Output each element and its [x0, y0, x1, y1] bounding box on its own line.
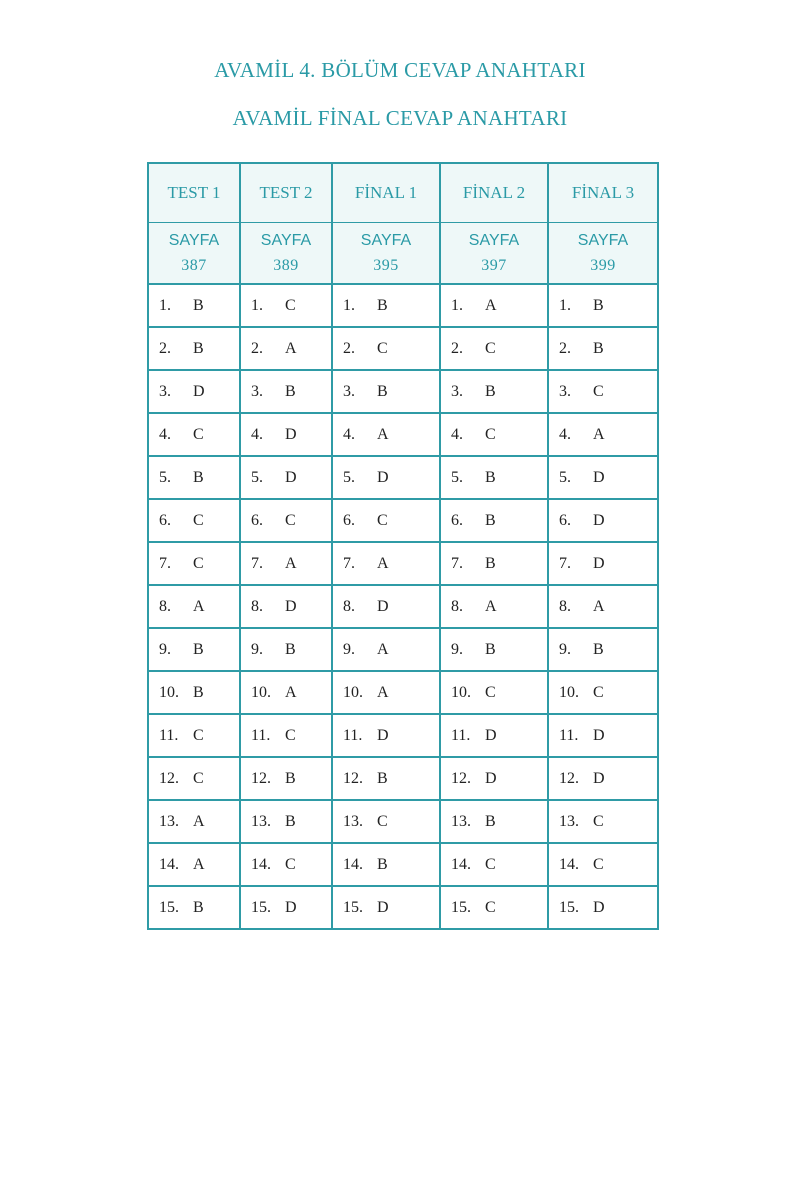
answer-letter: D	[593, 468, 605, 486]
answer-cell	[332, 628, 440, 671]
answer-letter: A	[377, 683, 389, 701]
question-number: 7.	[343, 554, 355, 572]
answer-letter: D	[377, 468, 389, 486]
question-number: 6.	[559, 511, 571, 529]
answer-cell	[148, 413, 240, 456]
answer-cell	[440, 671, 548, 714]
answer-cell	[548, 413, 658, 456]
table-row	[148, 800, 658, 843]
question-number: 5.	[251, 468, 263, 486]
answer-letter: B	[593, 339, 604, 357]
answer-letter: B	[485, 382, 496, 400]
page-title: AVAMİL 4. BÖLÜM CEVAP ANAHTARI	[214, 58, 586, 82]
page-number: 397	[481, 257, 507, 274]
answer-cell	[548, 757, 658, 800]
question-number: 14.	[559, 855, 579, 873]
answer-cell	[240, 284, 332, 327]
table-row	[148, 499, 658, 542]
answer-cell	[240, 413, 332, 456]
question-number: 3.	[251, 382, 263, 400]
column-header: TEST 2	[240, 163, 332, 223]
page-label: SAYFA	[360, 232, 412, 249]
answer-letter: A	[285, 683, 297, 701]
question-number: 7.	[559, 554, 571, 572]
answer-cell	[332, 284, 440, 327]
question-number: 11.	[451, 726, 471, 744]
answer-letter: C	[485, 855, 496, 873]
header-row-names	[148, 163, 658, 223]
question-number: 1.	[251, 296, 263, 314]
question-number: 3.	[451, 382, 463, 400]
page-number: 387	[181, 257, 207, 274]
page-number: 389	[273, 257, 299, 274]
answer-letter: D	[377, 898, 389, 916]
answer-cell	[548, 327, 658, 370]
question-number: 6.	[251, 511, 263, 529]
answer-cell	[148, 499, 240, 542]
table-row	[148, 628, 658, 671]
answer-cell	[148, 671, 240, 714]
question-number: 2.	[559, 339, 571, 357]
question-number: 13.	[451, 812, 471, 830]
answer-cell	[332, 542, 440, 585]
answer-cell	[440, 284, 548, 327]
answer-cell	[548, 800, 658, 843]
column-header: FİNAL 2	[440, 163, 548, 223]
question-number: 12.	[251, 769, 271, 787]
answer-cell	[548, 542, 658, 585]
answer-cell	[548, 671, 658, 714]
answer-letter: B	[285, 769, 296, 787]
answer-letter: C	[193, 554, 204, 572]
answer-cell	[548, 284, 658, 327]
answer-letter: B	[193, 898, 204, 916]
question-number: 5.	[343, 468, 355, 486]
answer-letter: D	[593, 769, 605, 787]
answer-letter: D	[593, 898, 605, 916]
page-ref-cell	[440, 223, 548, 285]
answer-letter: B	[193, 640, 204, 658]
answer-letter: D	[593, 726, 605, 744]
page-label: SAYFA	[468, 232, 520, 249]
question-number: 9.	[451, 640, 463, 658]
table-row	[148, 370, 658, 413]
question-number: 14.	[451, 855, 471, 873]
answer-letter: B	[377, 296, 388, 314]
question-number: 13.	[559, 812, 579, 830]
question-number: 15.	[251, 898, 271, 916]
question-number: 11.	[559, 726, 579, 744]
question-number: 8.	[559, 597, 571, 615]
answer-cell	[548, 585, 658, 628]
question-number: 8.	[251, 597, 263, 615]
answer-letter: B	[485, 468, 496, 486]
answer-cell	[240, 542, 332, 585]
answer-letter: A	[193, 855, 205, 873]
answer-cell	[440, 757, 548, 800]
question-number: 10.	[559, 683, 579, 701]
question-number: 1.	[159, 296, 171, 314]
answer-cell	[148, 628, 240, 671]
question-number: 2.	[343, 339, 355, 357]
question-number: 11.	[159, 726, 179, 744]
answer-cell	[240, 843, 332, 886]
answer-letter: A	[485, 597, 497, 615]
page-ref-cell	[548, 223, 658, 285]
question-number: 3.	[559, 382, 571, 400]
answer-letter: D	[485, 769, 497, 787]
answer-letter: D	[285, 468, 297, 486]
answer-cell	[548, 499, 658, 542]
answer-letter: C	[485, 683, 496, 701]
answer-letter: A	[193, 812, 205, 830]
question-number: 15.	[159, 898, 179, 916]
question-number: 4.	[159, 425, 171, 443]
answer-cell	[548, 843, 658, 886]
question-number: 5.	[451, 468, 463, 486]
question-number: 4.	[251, 425, 263, 443]
page-label: SAYFA	[168, 232, 220, 249]
question-number: 9.	[343, 640, 355, 658]
page-label: SAYFA	[260, 232, 312, 249]
answer-cell	[332, 757, 440, 800]
answer-cell	[548, 714, 658, 757]
answer-letter: D	[285, 425, 297, 443]
question-number: 14.	[159, 855, 179, 873]
column-header: TEST 1	[148, 163, 240, 223]
question-number: 6.	[343, 511, 355, 529]
answer-letter: C	[593, 382, 604, 400]
answer-letter: A	[593, 425, 605, 443]
question-number: 2.	[251, 339, 263, 357]
question-number: 7.	[451, 554, 463, 572]
question-number: 2.	[159, 339, 171, 357]
table-row	[148, 843, 658, 886]
answer-cell	[240, 671, 332, 714]
answer-letter: B	[485, 640, 496, 658]
answer-letter: D	[193, 382, 205, 400]
answer-cell	[332, 671, 440, 714]
page-ref-cell	[332, 223, 440, 285]
answer-letter: C	[485, 425, 496, 443]
question-number: 14.	[251, 855, 271, 873]
answer-letter: C	[193, 726, 204, 744]
answer-letter: B	[485, 554, 496, 572]
page-ref-cell	[240, 223, 332, 285]
answer-cell	[148, 757, 240, 800]
question-number: 12.	[559, 769, 579, 787]
answer-letter: A	[485, 296, 497, 314]
question-number: 13.	[251, 812, 271, 830]
answer-cell	[332, 886, 440, 929]
answer-cell	[240, 327, 332, 370]
question-number: 9.	[251, 640, 263, 658]
answer-cell	[240, 886, 332, 929]
answer-cell	[240, 370, 332, 413]
answer-letter: B	[377, 855, 388, 873]
answer-letter: D	[485, 726, 497, 744]
answer-cell	[440, 413, 548, 456]
question-number: 6.	[451, 511, 463, 529]
answer-letter: B	[285, 812, 296, 830]
answer-cell	[440, 714, 548, 757]
answer-rows	[148, 284, 658, 929]
question-number: 7.	[251, 554, 263, 572]
answer-cell	[332, 499, 440, 542]
answer-cell	[548, 370, 658, 413]
question-number: 8.	[159, 597, 171, 615]
answer-cell	[440, 628, 548, 671]
table-row	[148, 886, 658, 929]
answer-cell	[332, 714, 440, 757]
table-row	[148, 413, 658, 456]
answer-letter: B	[377, 769, 388, 787]
answer-letter: B	[593, 296, 604, 314]
answer-letter: B	[377, 382, 388, 400]
answer-cell	[240, 714, 332, 757]
answer-letter: B	[193, 339, 204, 357]
question-number: 10.	[451, 683, 471, 701]
question-number: 8.	[451, 597, 463, 615]
table-row	[148, 542, 658, 585]
answer-cell	[332, 585, 440, 628]
answer-letter: D	[285, 597, 297, 615]
question-number: 15.	[451, 898, 471, 916]
answer-cell	[332, 456, 440, 499]
answer-letter: C	[285, 296, 296, 314]
question-number: 4.	[559, 425, 571, 443]
answer-letter: C	[377, 339, 388, 357]
question-number: 4.	[451, 425, 463, 443]
answer-letter: D	[593, 511, 605, 529]
question-number: 10.	[159, 683, 179, 701]
column-header: FİNAL 1	[332, 163, 440, 223]
answer-cell	[548, 456, 658, 499]
answer-letter: B	[285, 640, 296, 658]
page-ref-cell	[148, 223, 240, 285]
answer-letter: C	[193, 511, 204, 529]
question-number: 6.	[159, 511, 171, 529]
question-number: 8.	[343, 597, 355, 615]
answer-cell	[148, 800, 240, 843]
answer-letter: D	[593, 554, 605, 572]
question-number: 2.	[451, 339, 463, 357]
answer-cell	[240, 800, 332, 843]
question-number: 5.	[559, 468, 571, 486]
answer-letter: C	[193, 425, 204, 443]
answer-letter: B	[485, 812, 496, 830]
table-row	[148, 456, 658, 499]
answer-letter: C	[593, 683, 604, 701]
question-number: 13.	[343, 812, 363, 830]
page-subtitle: AVAMİL FİNAL CEVAP ANAHTARI	[232, 106, 568, 130]
table-row	[148, 284, 658, 327]
question-number: 3.	[159, 382, 171, 400]
answer-cell	[240, 757, 332, 800]
answer-letter: A	[593, 597, 605, 615]
answer-cell	[440, 886, 548, 929]
answer-cell	[148, 585, 240, 628]
column-header: FİNAL 3	[548, 163, 658, 223]
answer-letter: C	[285, 726, 296, 744]
question-number: 10.	[343, 683, 363, 701]
answer-letter: B	[193, 468, 204, 486]
answer-cell	[240, 585, 332, 628]
answer-letter: B	[193, 683, 204, 701]
answer-letter: A	[285, 339, 297, 357]
answer-letter: C	[593, 812, 604, 830]
table-row	[148, 327, 658, 370]
question-number: 15.	[343, 898, 363, 916]
question-number: 5.	[159, 468, 171, 486]
answer-cell	[240, 456, 332, 499]
answer-letter: A	[377, 425, 389, 443]
table-row	[148, 714, 658, 757]
answer-letter: C	[485, 898, 496, 916]
answer-cell	[148, 843, 240, 886]
question-number: 12.	[343, 769, 363, 787]
answer-cell	[440, 843, 548, 886]
answer-letter: A	[193, 597, 205, 615]
question-number: 7.	[159, 554, 171, 572]
answer-letter: C	[377, 511, 388, 529]
answer-cell	[148, 542, 240, 585]
answer-cell	[440, 456, 548, 499]
question-number: 1.	[343, 296, 355, 314]
answer-cell	[440, 542, 548, 585]
question-number: 1.	[559, 296, 571, 314]
answer-cell	[148, 456, 240, 499]
answer-cell	[440, 370, 548, 413]
answer-cell	[148, 370, 240, 413]
answer-letter: C	[285, 855, 296, 873]
answer-cell	[440, 585, 548, 628]
header-row-pages	[148, 223, 658, 285]
answer-cell	[332, 370, 440, 413]
answer-letter: A	[377, 640, 389, 658]
answer-cell	[148, 714, 240, 757]
answer-cell	[332, 800, 440, 843]
question-number: 14.	[343, 855, 363, 873]
question-number: 11.	[343, 726, 363, 744]
answer-letter: C	[593, 855, 604, 873]
answer-cell	[548, 886, 658, 929]
answer-letter: D	[377, 726, 389, 744]
question-number: 15.	[559, 898, 579, 916]
answer-cell	[148, 327, 240, 370]
question-number: 9.	[159, 640, 171, 658]
answer-letter: A	[285, 554, 297, 572]
question-number: 12.	[451, 769, 471, 787]
answer-cell	[240, 499, 332, 542]
answer-letter: B	[485, 511, 496, 529]
answer-cell	[440, 327, 548, 370]
question-number: 1.	[451, 296, 463, 314]
answer-letter: C	[377, 812, 388, 830]
table-row	[148, 585, 658, 628]
question-number: 9.	[559, 640, 571, 658]
answer-letter: D	[285, 898, 297, 916]
answer-cell	[332, 843, 440, 886]
answer-letter: D	[377, 597, 389, 615]
table-row	[148, 757, 658, 800]
answer-letter: C	[193, 769, 204, 787]
answer-letter: B	[593, 640, 604, 658]
answer-cell	[332, 413, 440, 456]
answer-cell	[440, 499, 548, 542]
table-row	[148, 671, 658, 714]
answer-letter: B	[193, 296, 204, 314]
question-number: 12.	[159, 769, 179, 787]
page-number: 399	[590, 257, 616, 274]
answer-letter: C	[285, 511, 296, 529]
question-number: 13.	[159, 812, 179, 830]
question-number: 10.	[251, 683, 271, 701]
answer-cell	[148, 284, 240, 327]
answer-letter: A	[377, 554, 389, 572]
answer-cell	[240, 628, 332, 671]
question-number: 11.	[251, 726, 271, 744]
question-number: 4.	[343, 425, 355, 443]
answer-letter: C	[485, 339, 496, 357]
answer-cell	[548, 628, 658, 671]
page-number: 395	[373, 257, 399, 274]
answer-letter: B	[285, 382, 296, 400]
page-label: SAYFA	[577, 232, 629, 249]
question-number: 3.	[343, 382, 355, 400]
answer-cell	[332, 327, 440, 370]
answer-cell	[148, 886, 240, 929]
answer-cell	[440, 800, 548, 843]
answer-key-table	[147, 162, 659, 930]
